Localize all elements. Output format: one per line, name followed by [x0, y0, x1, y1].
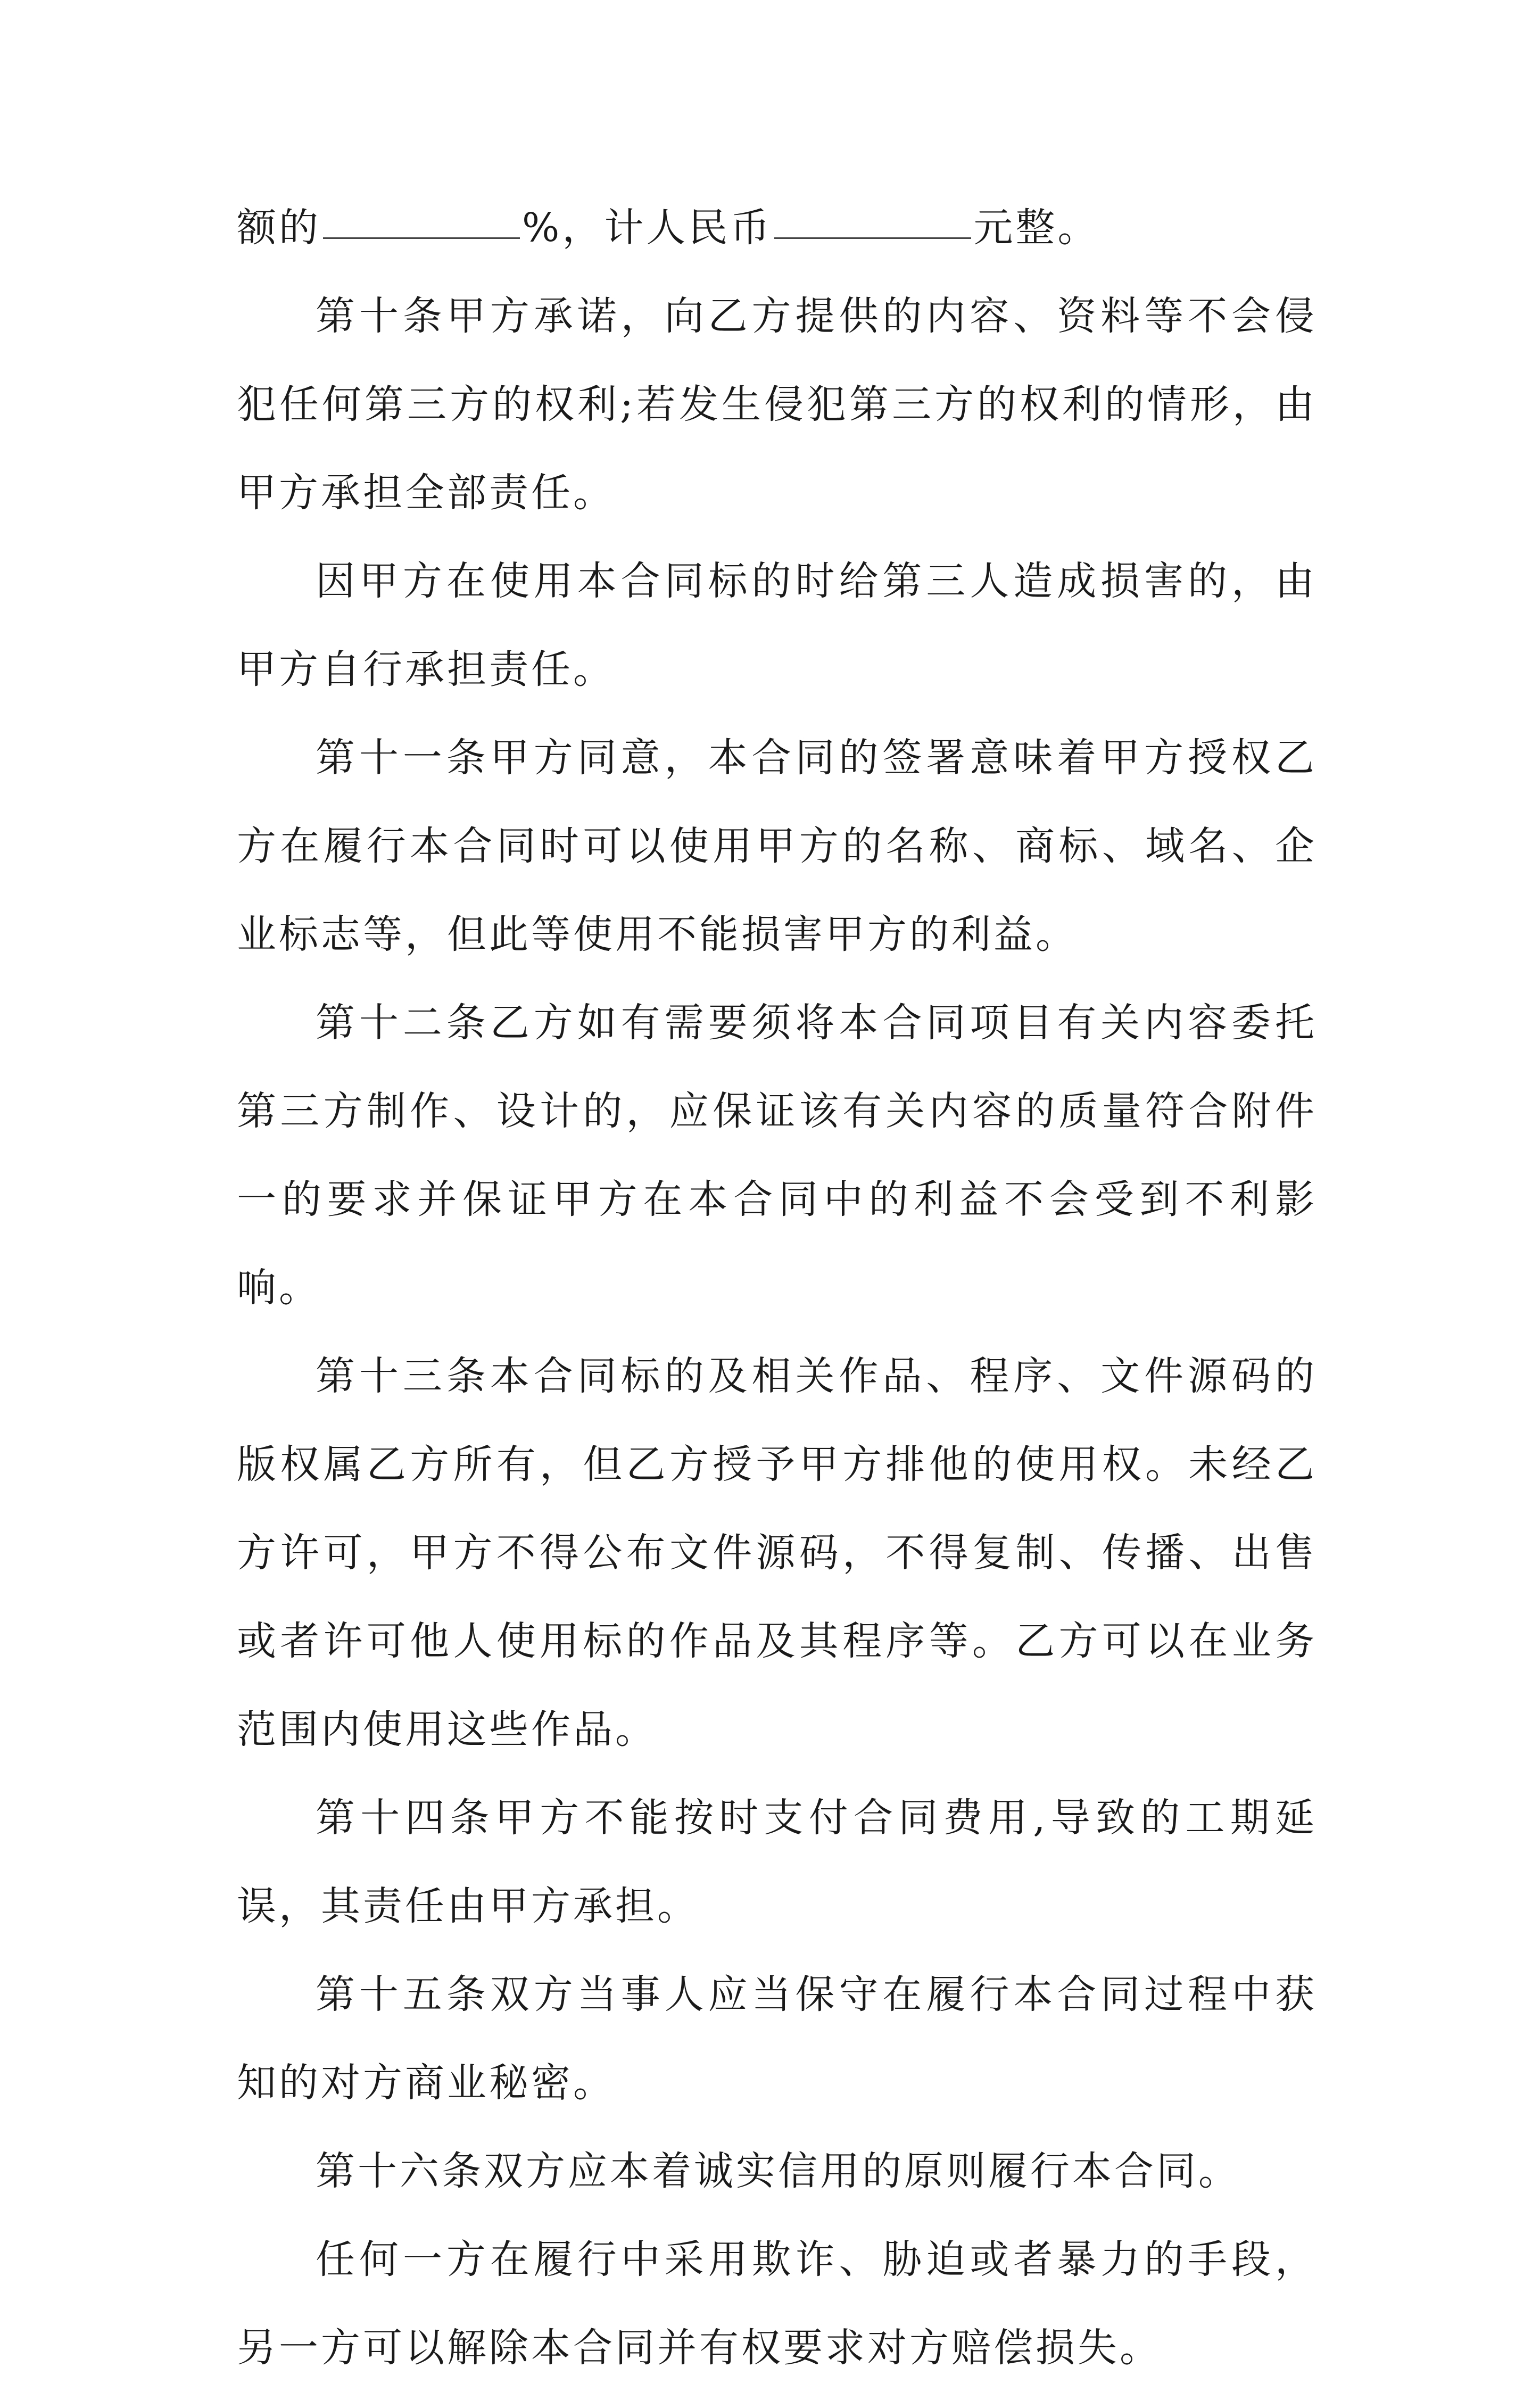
- document-page: [237, 184, 1317, 2392]
- clause-10-liability: 因甲方在使用本合同标的时给第三人造成损害的，由甲方自行承担责任。: [237, 558, 1317, 692]
- clause-12: 第十二条乙方如有需要须将本合同项目有关内容委托第三方制作、设计的，应保证该有关内容的质量符合附件一的要求并保证甲方在本合同中的利益不会受到不利影响。: [237, 1000, 1317, 1311]
- clause-14: 第十四条甲方不能按时支付合同费用,导致的工期延误，其责任由甲方承担。: [237, 1795, 1317, 1929]
- amount-line-text-2: %，计人民币: [522, 205, 773, 251]
- clause-15: 第十五条双方当事人应当保守在履行本合同过程中获知的对方商业秘密。: [237, 1972, 1317, 2106]
- clause-11: 第十一条甲方同意，本合同的签署意味着甲方授权乙方在履行本合同时可以使用甲方的名称、商标、域名、企业标志等，但此等使用不能损害甲方的利益。: [237, 735, 1317, 957]
- percentage-blank: [323, 237, 520, 239]
- amount-line-text-3: 元整。: [973, 205, 1100, 251]
- rmb-amount-blank: [774, 237, 971, 239]
- clause-16-fraud: 任何一方在履行中采用欺诈、胁迫或者暴力的手段，另一方可以解除本合同并有权要求对方赔偿损失。: [237, 2237, 1317, 2371]
- amount-line-text-1: 额的: [237, 205, 321, 251]
- clause-13: 第十三条本合同标的及相关作品、程序、文件源码的版权属乙方所有，但乙方授予甲方排他的使用权。未经乙方许可，甲方不得公布文件源码，不得复制、传播、出售或者许可他人使用标的作品及其程序等。乙方可以在业务范围内使用这些作品。: [237, 1353, 1317, 1752]
- clause-16: 第十六条双方应本着诚实信用的原则履行本合同。: [316, 2148, 1240, 2194]
- paragraph-amount-line: [237, 184, 1317, 272]
- clause-10: 第十条甲方承诺，向乙方提供的内容、资料等不会侵犯任何第三方的权利;若发生侵犯第三方的权利的情形，由甲方承担全部责任。: [237, 293, 1317, 516]
